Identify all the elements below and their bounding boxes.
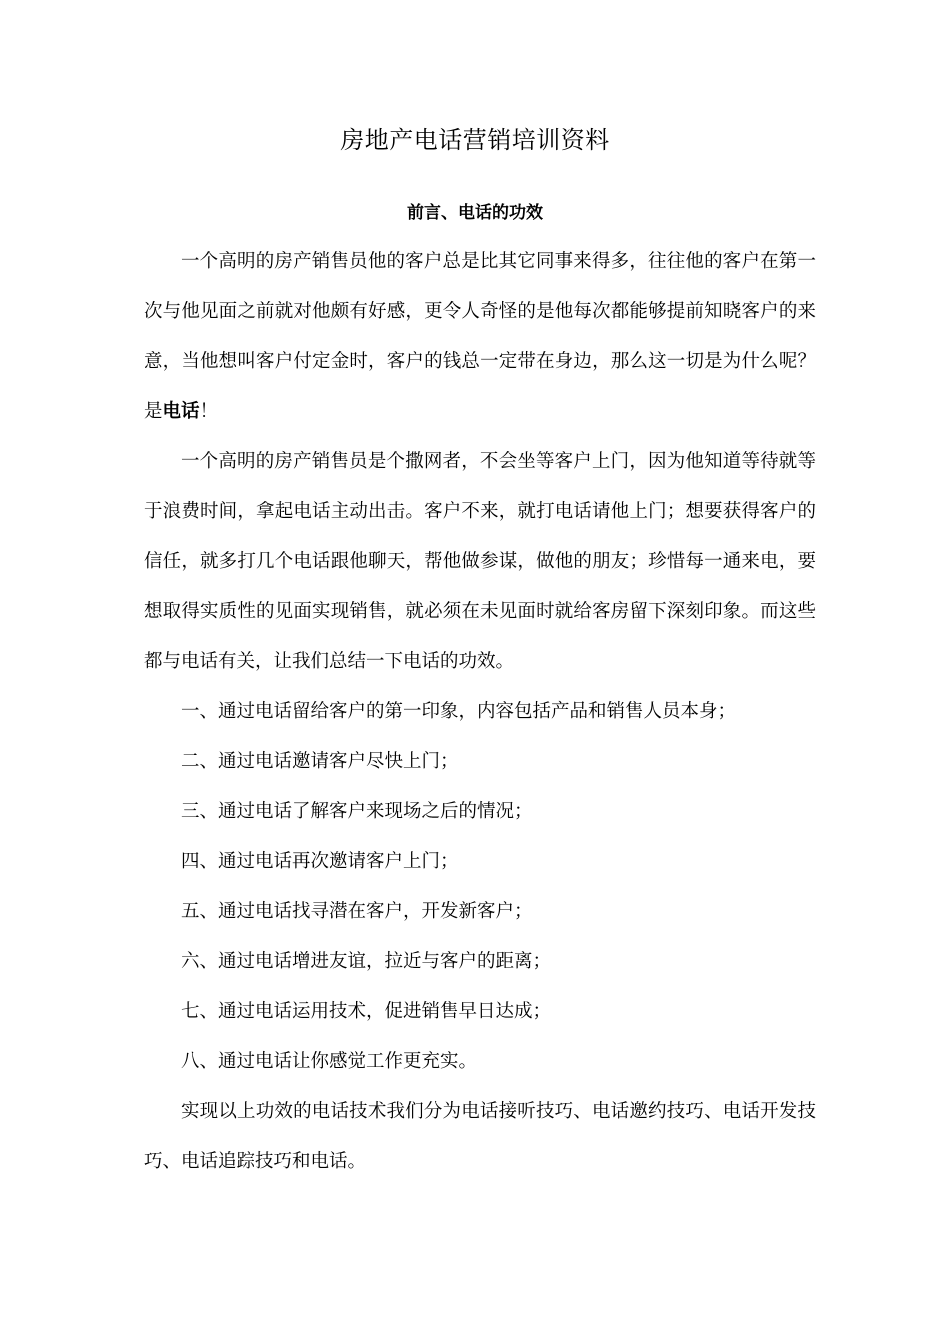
document-title: 房地产电话营销培训资料: [340, 126, 610, 154]
list-item: 三、通过电话了解客户来现场之后的情况；: [181, 801, 533, 822]
section-heading: 前言、电话的功效: [407, 203, 543, 223]
paragraph-intro-bold: 电话: [162, 401, 200, 422]
list-item: 四、通过电话再次邀请客户上门；: [181, 851, 459, 872]
list-item: 一、通过电话留给客户的第一印象，内容包括产品和销售人员本身；: [181, 701, 737, 722]
list-item: 五、通过电话找寻潜在客户，开发新客户；: [181, 901, 533, 922]
paragraph-intro-text: 一个高明的房产销售员他的客户总是比其它同事来得多，往往他的客户在第一次与他见面之前就对他颇有好感，更令人奇怪的是他每次都能够提前知晓客户的来意，当他想叫客户付定金时，客户的钱总一定带在身边，那么这一切是为什么呢？是: [144, 251, 816, 422]
paragraph-intro-end: ！: [199, 401, 219, 422]
paragraph-salesperson: 一个高明的房产销售员是个撒网者，不会坐等客户上门，因为他知道等待就等于浪费时间，拿起电话主动出击。客户不来，就打电话请他上门；想要获得客户的信任，就多打几个电话跟他聊天，帮他做参谋，做他的朋友；珍惜每一通来电，要想取得实质性的见面实现销售，就必须在未见面时就给客房留下深刻印象。而这些都与电话有关，让我们总结一下电话的功效。: [144, 451, 816, 672]
list-item: 八、通过电话让你感觉工作更充实。: [181, 1051, 478, 1072]
document-body: [144, 237, 816, 1187]
paragraph-intro: [144, 237, 816, 437]
list-item: 七、通过电话运用技术，促进销售早日达成；: [181, 1001, 552, 1022]
list-item: 二、通过电话邀请客户尽快上门；: [181, 751, 459, 772]
paragraph-closing: 实现以上功效的电话技术我们分为电话接听技巧、电话邀约技巧、电话开发技巧、电话追踪技巧和电话。: [144, 1101, 816, 1172]
list-item: 六、通过电话增进友谊，拉近与客户的距离；: [181, 951, 552, 972]
